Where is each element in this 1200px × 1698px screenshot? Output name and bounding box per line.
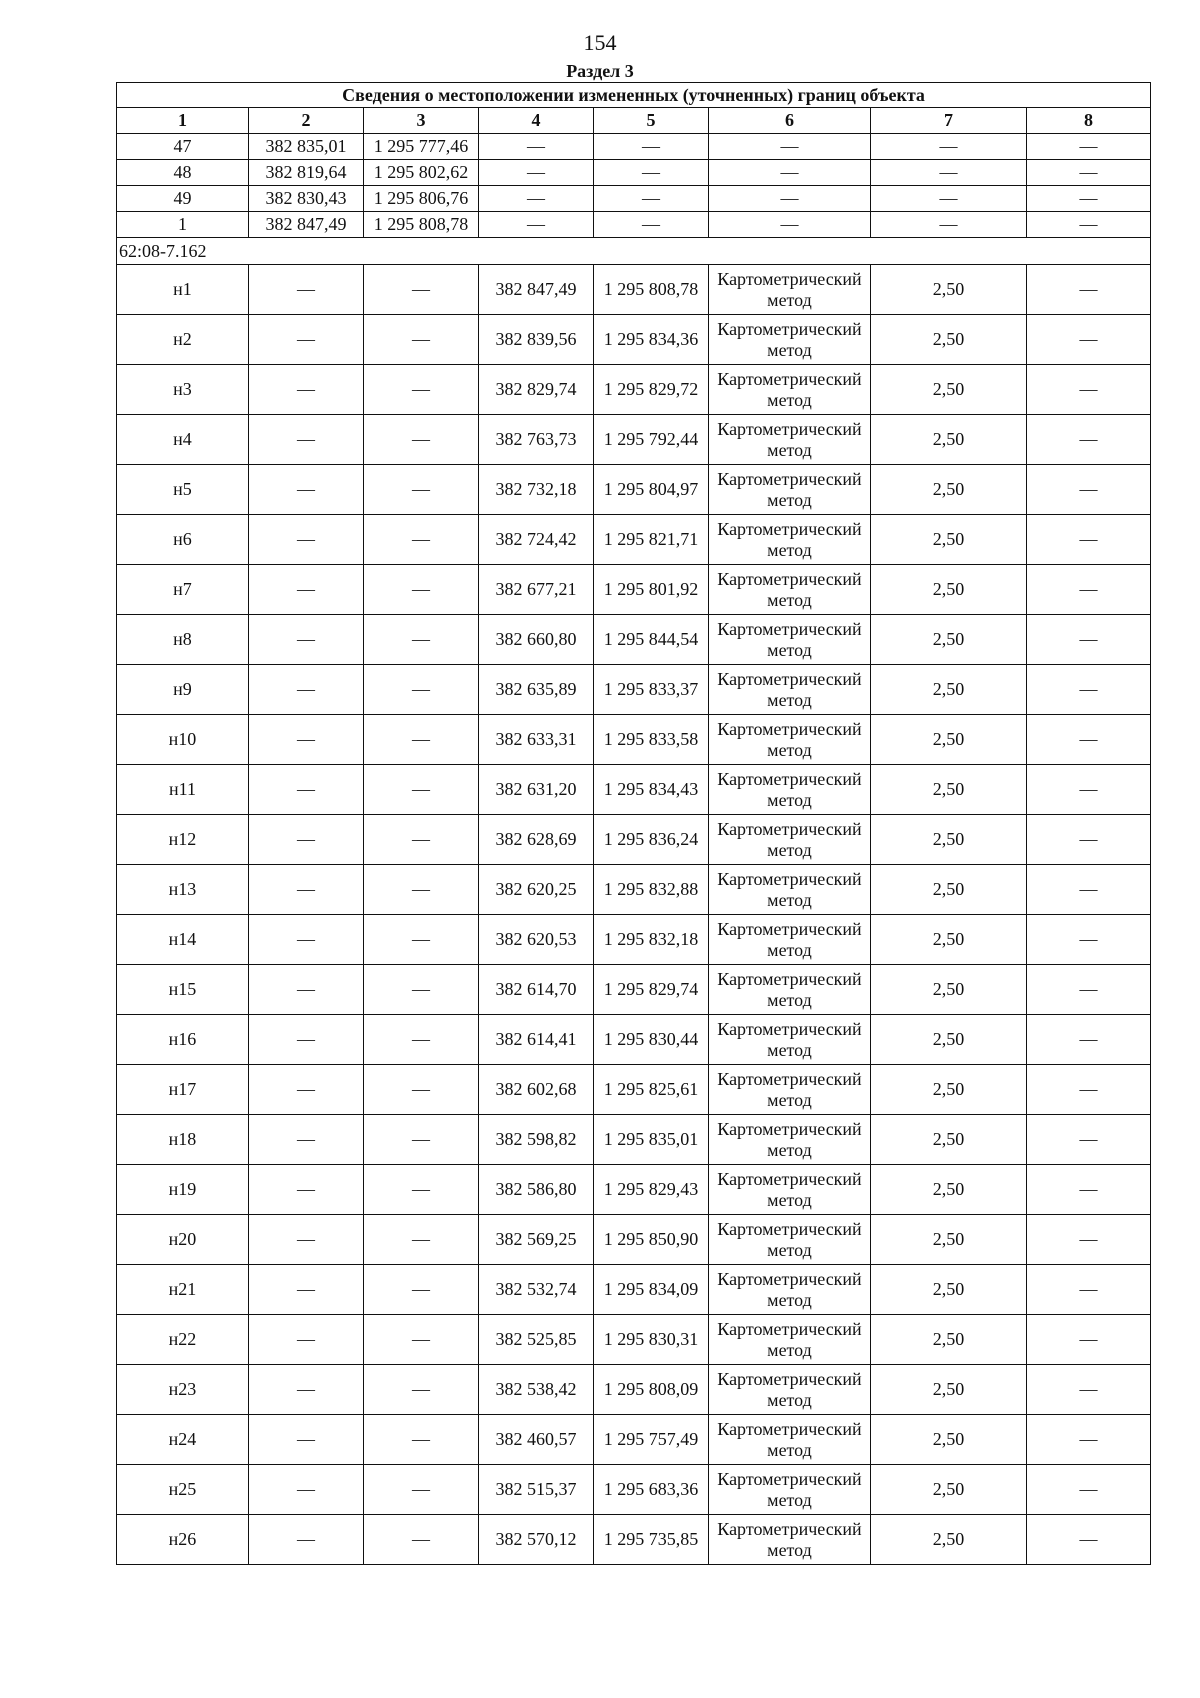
boundary-table	[116, 82, 1151, 1565]
table-cell: 1 295 832,88	[594, 865, 709, 915]
table-cell: —	[871, 186, 1027, 212]
table-cell: 2,50	[871, 765, 1027, 815]
table-row	[117, 465, 1151, 515]
table-cell: —	[1027, 160, 1151, 186]
table-cell: —	[1027, 565, 1151, 615]
column-header: 2	[249, 108, 364, 134]
table-cell: н13	[117, 865, 249, 915]
column-header: 7	[871, 108, 1027, 134]
table-cell: н1	[117, 265, 249, 315]
table-cell: 1 295 829,74	[594, 965, 709, 1015]
table-cell: 1 295 825,61	[594, 1065, 709, 1115]
column-header: 5	[594, 108, 709, 134]
table-cell: —	[709, 212, 871, 238]
table-cell: —	[1027, 515, 1151, 565]
table-cell: 49	[117, 186, 249, 212]
table-cell: 2,50	[871, 1165, 1027, 1215]
table-cell: —	[364, 865, 479, 915]
table-cell: —	[1027, 1215, 1151, 1265]
method-cell: Картометрический метод	[709, 1215, 871, 1265]
table-cell: н26	[117, 1515, 249, 1565]
table-cell: 1 295 802,62	[364, 160, 479, 186]
table-cell: —	[249, 1115, 364, 1165]
table-row	[117, 1465, 1151, 1515]
table-cell: —	[1027, 1365, 1151, 1415]
table-cell: н11	[117, 765, 249, 815]
table-cell: 382 532,74	[479, 1265, 594, 1315]
method-cell: Картометрический метод	[709, 1315, 871, 1365]
table-cell: 1 295 830,44	[594, 1015, 709, 1065]
table-cell: 382 724,42	[479, 515, 594, 565]
table-row	[117, 1265, 1151, 1315]
table-row	[117, 615, 1151, 665]
table-cell: —	[479, 186, 594, 212]
table-cell: н7	[117, 565, 249, 615]
section-title: Раздел 3	[566, 61, 634, 81]
table-cell: —	[364, 315, 479, 365]
table-row	[117, 1115, 1151, 1165]
table-cell: —	[249, 915, 364, 965]
table-cell: 2,50	[871, 715, 1027, 765]
table-row	[117, 415, 1151, 465]
table-cell: —	[364, 1465, 479, 1515]
table-cell: 2,50	[871, 1065, 1027, 1115]
table-cell: 382 570,12	[479, 1515, 594, 1565]
table-cell: 1 295 833,58	[594, 715, 709, 765]
table-row	[117, 212, 1151, 238]
table-cell: 2,50	[871, 365, 1027, 415]
column-header: 6	[709, 108, 871, 134]
table-cell: н17	[117, 1065, 249, 1115]
table-row	[117, 365, 1151, 415]
table-cell: —	[249, 615, 364, 665]
column-header: 1	[117, 108, 249, 134]
table-cell: 382 633,31	[479, 715, 594, 765]
table-cell: —	[249, 315, 364, 365]
method-cell: Картометрический метод	[709, 1265, 871, 1315]
table-cell: —	[249, 665, 364, 715]
method-cell: Картометрический метод	[709, 865, 871, 915]
table-cell: —	[1027, 1065, 1151, 1115]
method-cell: Картометрический метод	[709, 265, 871, 315]
table-cell: 382 460,57	[479, 1415, 594, 1465]
table-cell: н2	[117, 315, 249, 365]
table-cell: н22	[117, 1315, 249, 1365]
table-row	[117, 665, 1151, 715]
column-header: 4	[479, 108, 594, 134]
table-cell: —	[249, 1365, 364, 1415]
table-cell: 2,50	[871, 265, 1027, 315]
table-cell: —	[249, 565, 364, 615]
table-cell: —	[1027, 615, 1151, 665]
table-cell: —	[249, 365, 364, 415]
table-cell: н25	[117, 1465, 249, 1515]
table-cell: 2,50	[871, 415, 1027, 465]
method-cell: Картометрический метод	[709, 1465, 871, 1515]
table-cell: н8	[117, 615, 249, 665]
table-cell: н24	[117, 1415, 249, 1465]
table-cell: —	[249, 515, 364, 565]
table-row	[117, 1065, 1151, 1115]
table-cell: —	[249, 1265, 364, 1315]
table-cell: —	[709, 134, 871, 160]
table-cell: 382 830,43	[249, 186, 364, 212]
table-cell: —	[364, 815, 479, 865]
table-cell: —	[364, 365, 479, 415]
table-cell: 2,50	[871, 815, 1027, 865]
table-cell: —	[249, 1315, 364, 1365]
table-cell: н6	[117, 515, 249, 565]
table-cell: 382 819,64	[249, 160, 364, 186]
method-cell: Картометрический метод	[709, 1165, 871, 1215]
table-cell: —	[249, 1215, 364, 1265]
table-cell: 382 829,74	[479, 365, 594, 415]
method-cell: Картометрический метод	[709, 315, 871, 365]
method-cell: Картометрический метод	[709, 965, 871, 1015]
table-cell: 2,50	[871, 865, 1027, 915]
table-cell: —	[1027, 1165, 1151, 1215]
table-cell: 2,50	[871, 1265, 1027, 1315]
method-cell: Картометрический метод	[709, 915, 871, 965]
table-cell: —	[479, 212, 594, 238]
table-row	[117, 715, 1151, 765]
table-cell: 382 620,53	[479, 915, 594, 965]
method-cell: Картометрический метод	[709, 515, 871, 565]
table-cell: 2,50	[871, 965, 1027, 1015]
table-cell: 2,50	[871, 1465, 1027, 1515]
table-row	[117, 915, 1151, 965]
table-cell: —	[249, 415, 364, 465]
table-cell: —	[594, 160, 709, 186]
table-cell: —	[871, 212, 1027, 238]
table-cell: —	[364, 465, 479, 515]
table-cell: —	[364, 1165, 479, 1215]
table-cell: 1 295 735,85	[594, 1515, 709, 1565]
table-cell: 2,50	[871, 1315, 1027, 1365]
method-cell: Картометрический метод	[709, 815, 871, 865]
table-cell: 1 295 836,24	[594, 815, 709, 865]
table-row	[117, 765, 1151, 815]
method-cell: Картометрический метод	[709, 715, 871, 765]
table-row	[117, 1165, 1151, 1215]
table-caption-row	[117, 83, 1151, 108]
table-cell: —	[364, 715, 479, 765]
method-cell: Картометрический метод	[709, 465, 871, 515]
table-cell: 382 839,56	[479, 315, 594, 365]
table-row	[117, 515, 1151, 565]
table-cell: —	[364, 665, 479, 715]
column-header: 3	[364, 108, 479, 134]
table-cell: —	[1027, 1015, 1151, 1065]
table-cell: —	[1027, 315, 1151, 365]
table-row	[117, 1015, 1151, 1065]
table-cell: 382 598,82	[479, 1115, 594, 1165]
table-cell: —	[1027, 1415, 1151, 1465]
table-header-row	[117, 108, 1151, 134]
table-cell: —	[594, 134, 709, 160]
table-cell: н23	[117, 1365, 249, 1415]
method-cell: Картометрический метод	[709, 365, 871, 415]
table-cell: 47	[117, 134, 249, 160]
table-caption: Сведения о местоположении измененных (уточненных) границ объекта	[117, 83, 1151, 108]
table-cell: 2,50	[871, 1415, 1027, 1465]
table-cell: —	[871, 160, 1027, 186]
method-cell: Картометрический метод	[709, 565, 871, 615]
table-cell: н10	[117, 715, 249, 765]
table-cell: —	[249, 765, 364, 815]
group-label: 62:08-7.162	[117, 238, 1151, 265]
table-cell: —	[594, 186, 709, 212]
table-cell: —	[1027, 665, 1151, 715]
table-cell: —	[249, 715, 364, 765]
table-cell: 1 295 808,78	[364, 212, 479, 238]
table-cell: н21	[117, 1265, 249, 1315]
table-cell: 1 295 834,36	[594, 315, 709, 365]
table-cell: 382 847,49	[249, 212, 364, 238]
table-cell: —	[709, 160, 871, 186]
table-cell: 1 295 792,44	[594, 415, 709, 465]
table-cell: —	[1027, 365, 1151, 415]
table-cell: —	[1027, 415, 1151, 465]
table-cell: —	[1027, 186, 1151, 212]
table-cell: —	[364, 1315, 479, 1365]
table-cell: 382 569,25	[479, 1215, 594, 1265]
method-cell: Картометрический метод	[709, 1415, 871, 1465]
table-cell: 382 660,80	[479, 615, 594, 665]
table-cell: —	[1027, 965, 1151, 1015]
table-cell: —	[1027, 265, 1151, 315]
method-cell: Картометрический метод	[709, 1015, 871, 1065]
table-cell: —	[364, 1365, 479, 1415]
column-header: 8	[1027, 108, 1151, 134]
table-cell: —	[479, 134, 594, 160]
table-cell: 2,50	[871, 1215, 1027, 1265]
table-cell: н18	[117, 1115, 249, 1165]
table-cell: —	[249, 815, 364, 865]
table-cell: —	[249, 965, 364, 1015]
table-cell: —	[1027, 815, 1151, 865]
method-cell: Картометрический метод	[709, 1515, 871, 1565]
table-cell: 382 538,42	[479, 1365, 594, 1415]
table-cell: —	[1027, 765, 1151, 815]
table-cell: —	[364, 415, 479, 465]
table-cell: 2,50	[871, 1515, 1027, 1565]
table-cell: —	[709, 186, 871, 212]
table-cell: —	[364, 1265, 479, 1315]
table-cell: —	[249, 1415, 364, 1465]
table-cell: —	[1027, 715, 1151, 765]
table-row	[117, 160, 1151, 186]
table-cell: 1 295 832,18	[594, 915, 709, 965]
table-cell: 382 635,89	[479, 665, 594, 715]
table-cell: н9	[117, 665, 249, 715]
table-cell: 2,50	[871, 1365, 1027, 1415]
table-cell: 1 295 835,01	[594, 1115, 709, 1165]
table-cell: н4	[117, 415, 249, 465]
table-cell: 382 847,49	[479, 265, 594, 315]
table-cell: 1 295 833,37	[594, 665, 709, 715]
table-row	[117, 265, 1151, 315]
table-cell: 1 295 834,09	[594, 1265, 709, 1315]
table-cell: 2,50	[871, 1115, 1027, 1165]
table-cell: 1 295 801,92	[594, 565, 709, 615]
table-cell: —	[1027, 134, 1151, 160]
table-cell: 2,50	[871, 665, 1027, 715]
table-cell: —	[249, 1165, 364, 1215]
table-row	[117, 186, 1151, 212]
table-cell: 382 602,68	[479, 1065, 594, 1115]
table-row	[117, 1215, 1151, 1265]
table-cell: —	[364, 765, 479, 815]
table-cell: —	[364, 515, 479, 565]
table-cell: 1 295 804,97	[594, 465, 709, 515]
table-cell: 1 295 808,78	[594, 265, 709, 315]
table-cell: 1 295 830,31	[594, 1315, 709, 1365]
table-cell: н14	[117, 915, 249, 965]
table-cell: н5	[117, 465, 249, 515]
table-cell: н19	[117, 1165, 249, 1215]
table-cell: —	[1027, 865, 1151, 915]
table-cell: 382 586,80	[479, 1165, 594, 1215]
table-cell: —	[364, 1415, 479, 1465]
table-cell: н15	[117, 965, 249, 1015]
table-cell: —	[1027, 1315, 1151, 1365]
table-cell: 2,50	[871, 465, 1027, 515]
table-cell: 1 295 757,49	[594, 1415, 709, 1465]
table-cell: 2,50	[871, 915, 1027, 965]
table-cell: —	[249, 1515, 364, 1565]
table-cell: 382 614,41	[479, 1015, 594, 1065]
page-number: 154	[583, 30, 617, 55]
table-cell: 1 295 834,43	[594, 765, 709, 815]
table-cell: —	[1027, 1115, 1151, 1165]
table-cell: —	[364, 1215, 479, 1265]
table-cell: 2,50	[871, 565, 1027, 615]
table-cell: 2,50	[871, 515, 1027, 565]
table-cell: 1	[117, 212, 249, 238]
table-row	[117, 865, 1151, 915]
table-row	[117, 1315, 1151, 1365]
table-cell: н3	[117, 365, 249, 415]
table-cell: —	[249, 465, 364, 515]
table-cell: 2,50	[871, 315, 1027, 365]
method-cell: Картометрический метод	[709, 1365, 871, 1415]
method-cell: Картометрический метод	[709, 1115, 871, 1165]
table-cell: —	[364, 1015, 479, 1065]
table-cell: 1 295 829,72	[594, 365, 709, 415]
method-cell: Картометрический метод	[709, 765, 871, 815]
table-cell: 1 295 777,46	[364, 134, 479, 160]
table-row	[117, 134, 1151, 160]
method-cell: Картометрический метод	[709, 665, 871, 715]
table-cell: —	[249, 1015, 364, 1065]
table-cell: 382 763,73	[479, 415, 594, 465]
group-label-row	[117, 238, 1151, 265]
table-cell: —	[479, 160, 594, 186]
table-cell: —	[1027, 1515, 1151, 1565]
table-cell: 1 295 850,90	[594, 1215, 709, 1265]
table-cell: —	[594, 212, 709, 238]
table-cell: 1 295 806,76	[364, 186, 479, 212]
table-cell: 382 677,21	[479, 565, 594, 615]
table-cell: 2,50	[871, 1015, 1027, 1065]
table-row	[117, 1365, 1151, 1415]
table-cell: —	[1027, 1265, 1151, 1315]
method-cell: Картометрический метод	[709, 1065, 871, 1115]
method-cell: Картометрический метод	[709, 415, 871, 465]
table-row	[117, 1415, 1151, 1465]
table-cell: —	[1027, 212, 1151, 238]
table-cell: 1 295 829,43	[594, 1165, 709, 1215]
table-cell: 382 835,01	[249, 134, 364, 160]
table-cell: 382 628,69	[479, 815, 594, 865]
table-cell: —	[249, 865, 364, 915]
table-cell: н20	[117, 1215, 249, 1265]
table-cell: 382 515,37	[479, 1465, 594, 1515]
table-cell: —	[1027, 465, 1151, 515]
table-cell: —	[249, 1065, 364, 1115]
table-cell: н12	[117, 815, 249, 865]
table-row	[117, 815, 1151, 865]
table-cell: 382 525,85	[479, 1315, 594, 1365]
table-cell: —	[364, 1515, 479, 1565]
table-cell: 1 295 844,54	[594, 615, 709, 665]
table-cell: —	[364, 1115, 479, 1165]
table-row	[117, 965, 1151, 1015]
table-row	[117, 1515, 1151, 1565]
table-cell: 382 631,20	[479, 765, 594, 815]
table-cell: 1 295 683,36	[594, 1465, 709, 1515]
table-cell: 382 614,70	[479, 965, 594, 1015]
table-cell: 1 295 808,09	[594, 1365, 709, 1415]
table-cell: н16	[117, 1015, 249, 1065]
table-cell: 48	[117, 160, 249, 186]
table-cell: —	[249, 265, 364, 315]
table-cell: —	[364, 915, 479, 965]
table-cell: —	[364, 265, 479, 315]
table-cell: —	[1027, 915, 1151, 965]
table-cell: —	[364, 615, 479, 665]
table-cell: 1 295 821,71	[594, 515, 709, 565]
table-row	[117, 315, 1151, 365]
table-cell: —	[364, 1065, 479, 1115]
table-row	[117, 565, 1151, 615]
method-cell: Картометрический метод	[709, 615, 871, 665]
table-cell: 2,50	[871, 615, 1027, 665]
table-cell: —	[364, 965, 479, 1015]
table-cell: —	[1027, 1465, 1151, 1515]
table-cell: —	[871, 134, 1027, 160]
table-cell: —	[364, 565, 479, 615]
table-cell: 382 732,18	[479, 465, 594, 515]
table-cell: 382 620,25	[479, 865, 594, 915]
table-cell: —	[249, 1465, 364, 1515]
